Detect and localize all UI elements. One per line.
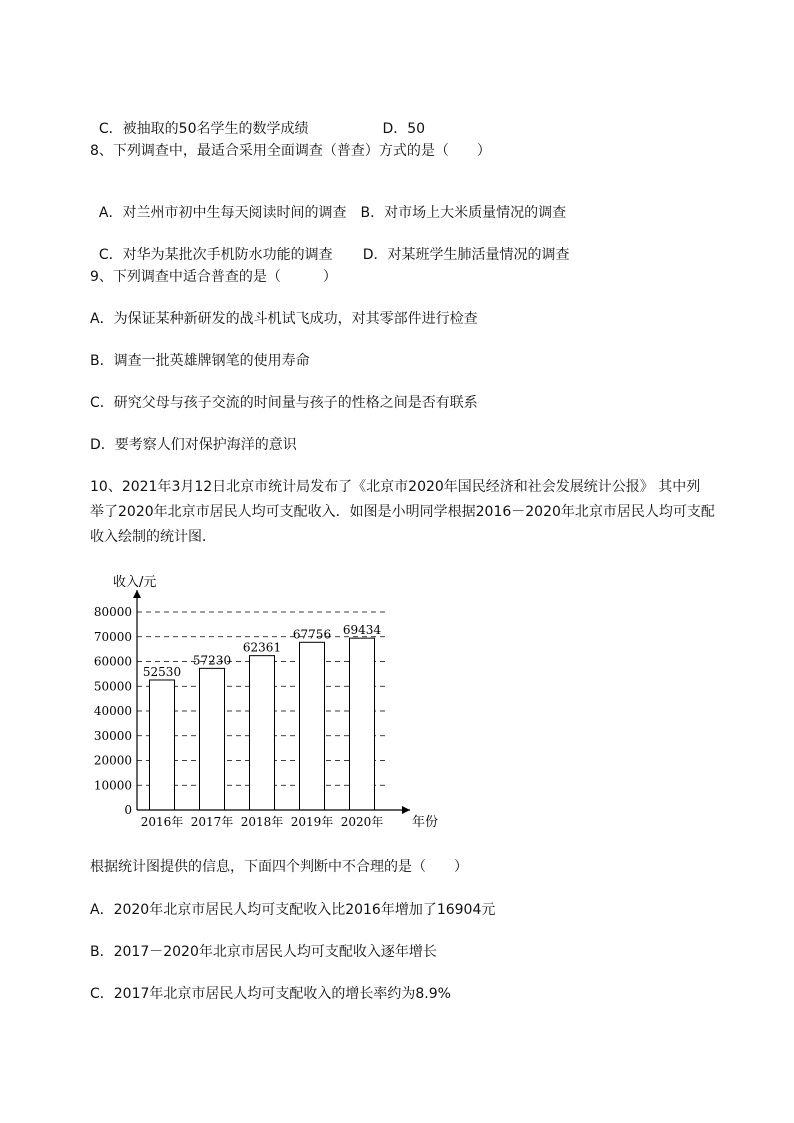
bar: [300, 642, 325, 810]
bar: [250, 656, 275, 810]
q8-option-d: D．对某班学生肺活量情况的调查: [362, 247, 570, 263]
question-10-line2: 举了2020年北京市居民人均可支配收入．如图是小明同学根据2016－2020年北京市居民人均可支配: [90, 504, 715, 520]
y-tick-label: 10000: [93, 778, 132, 793]
y-tick-label: 70000: [93, 629, 132, 644]
bar: [350, 638, 375, 810]
bar-value-label: 69434: [342, 623, 382, 638]
question-9: 9、下列调查中适合普查的是（ ）: [90, 269, 337, 285]
bar-value-label: 52530: [142, 664, 182, 679]
x-tick-label: 2016年: [140, 815, 184, 829]
y-axis-title: 收入/元: [113, 575, 157, 590]
q9-option-c: C．研究父母与孩子交流的时间量与孩子的性格之间是否有联系: [90, 395, 478, 411]
x-tick-label: 2018年: [240, 815, 284, 829]
x-tick-label: 2017年: [190, 815, 234, 829]
bar-value-label: 57230: [192, 653, 232, 668]
x-axis-title: 年份: [412, 815, 439, 830]
q8-option-c: C．对华为某批次手机防水功能的调查: [98, 247, 333, 263]
y-tick-label: 20000: [93, 753, 132, 768]
chart-svg: [80, 568, 440, 838]
x-tick-label: 2019年: [290, 815, 334, 829]
question-10-line1: 10、2021年3月12日北京市统计局发布了《北京市2020年国民经济和社会发展统计公报》 其中列: [90, 479, 701, 495]
bar: [150, 680, 175, 810]
question-10-ask: 根据统计图提供的信息，下面四个判断中不合理的是（ ）: [90, 859, 468, 875]
y-tick-label: 80000: [93, 605, 132, 619]
q9-option-d: D．要考察人们对保护海洋的意识: [90, 437, 297, 453]
bar-value-label: 62361: [242, 640, 282, 655]
y-tick-label: 60000: [93, 654, 132, 669]
bar-value-label: 67756: [292, 627, 332, 642]
q9-option-b: B．调查一批英雄牌钢笔的使用寿命: [90, 353, 310, 369]
option-c-line: [90, 99, 425, 139]
x-axis-arrow: [402, 806, 410, 814]
bar: [200, 668, 225, 810]
q10-option-a: A．2020年北京市居民人均可支配收入比2016年增加了16904元: [90, 902, 496, 918]
question-8: 8、下列调查中，最适合采用全面调查（普查）方式的是（ ）: [90, 143, 491, 159]
question-10-line3: 收入绘制的统计图．: [90, 529, 216, 545]
y-tick-label: 0: [124, 803, 132, 817]
q10-option-b: B．2017－2020年北京市居民人均可支配收入逐年增长: [90, 944, 437, 960]
y-tick-label: 40000: [93, 704, 132, 718]
q10-option-c: C．2017年北京市居民人均可支配收入的增长率约为8.9%: [90, 986, 451, 1002]
y-tick-label: 50000: [93, 679, 132, 694]
option-d-text: D．50: [382, 121, 426, 137]
question-8-options-ab: [90, 183, 566, 223]
x-tick-label: 2020年: [340, 815, 384, 829]
q9-option-a: A．为保证某种新研发的战斗机试飞成功，对其零部件进行检查: [90, 311, 478, 327]
y-tick-label: 30000: [93, 728, 132, 743]
income-bar-chart: [80, 568, 440, 838]
q8-option-a: A．对兰州市初中生每天阅读时间的调查: [98, 205, 347, 221]
question-8-options-cd: [90, 225, 569, 265]
y-axis-arrow: [133, 590, 141, 598]
q8-option-b: B．对市场上大米质量情况的调查: [360, 205, 567, 221]
option-c-text: C．被抽取的50名学生的数学成绩: [98, 121, 309, 137]
